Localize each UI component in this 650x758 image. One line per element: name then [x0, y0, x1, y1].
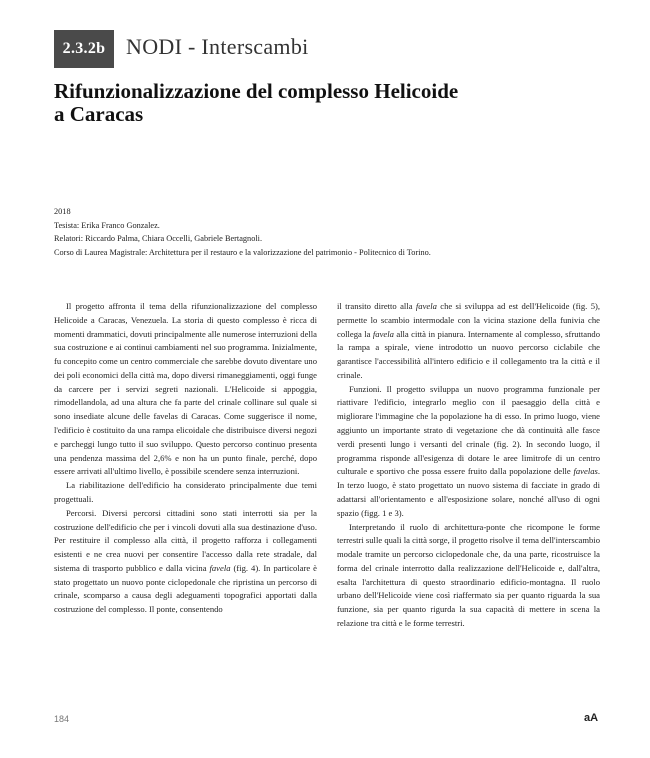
body-column-left [54, 300, 317, 617]
thesis-metadata [54, 205, 614, 260]
paragraph-cont-text-1: il transito diretto alla [337, 301, 416, 311]
page-title [54, 80, 614, 126]
thesis-supervisors: Relatori: Riccardo Palma, Chiara Occelli, Gabriele Bertagnoli. [54, 234, 263, 244]
title-line-2: a Caracas [54, 102, 144, 126]
italic-term: favela [372, 328, 394, 339]
paragraph-percorsi-text-2: (fig. 4). In particolare è stato progettato un nuovo ponte ciclopedonale che ripristina un percorso di crinale, scomparso a causa degli adeguamenti topografici apportati dalla costruzione del complesso. Il ponte, consentendo [54, 562, 317, 615]
paragraph-percorsi-text-1: Percorsi. Diversi percorsi cittadini sono stati interrotti sia per la costruzione dell'edificio che per i vincoli dovuti alla sua destinazione d'uso. Per restituire il complesso alla città, il progetto rafforza i collegamenti esistenti e ne crea nuovi per consentire l'accesso dalla rete stradale, dal sistema di trasporto pubblico e dalla vicina [54, 507, 317, 573]
paragraph-funzioni-text-1: Funzioni. Il progetto sviluppa un nuovo programma funzionale per riattivare l'edificio, integrarlo meglio con il paesaggio della città e migliorare l'immagine che la popolazione ha di esso. In primo luogo, viene aggiunto un importante strato di vegetazione che dà continuità alle fasce verdi presenti lungo i versanti del crinale (fig. 2). In secondo luogo, il programma risponde all'esigenza di dotare le aree limitrofe di un centro culturale e sportivo che possa essere fruito dalla popolazione delle [337, 383, 600, 477]
section-number-badge: 2.3.2b [54, 30, 114, 68]
paragraph-conclusion: Interpretando il ruolo di architettura-ponte che ricompone le forme terrestri sulle quali la città sorge, il progetto risolve il tema dell'interscambio modale tramite un percorso ciclopedonale che, da una parte, ricostruisce la forma del crinale interrotto dalla realizzazione dell'Helicoide e, dall'altra, esalta l'architettura di questo straordinario edificio-montagna. Il ruolo urbano dell'Helicoide viene così riaffermato sia per quanto riguarda la sua funzione, sia per quanto rigurda la sua capacità di mettere in scena la relazione tra città e le forme terrestri. [337, 521, 600, 628]
paragraph-cont-text-2: che si sviluppa ad est dell'Helicoide (fig. 5), permette lo scambio intermodale con la vicina stazione della funivia che collega la [337, 301, 601, 339]
section-title: NODI - Interscambi [126, 34, 309, 59]
paragraph-cont-text-3: alla città in pianura. Internamente al complesso, sfruttando la rampa a spirale, viene introdotto un nuovo percorso ciclabile che garantisce l'accessibilità all'intero edificio e il collegamento tra la città e il crinale. [337, 328, 600, 380]
paragraph-themes: La riabilitazione dell'edificio ha considerato principalmente due temi progettuali. [54, 480, 317, 504]
thesis-course: Corso di Laurea Magistrale: Architettura per il restauro e la valorizzazione del patrimonio - Politecnico di Torino. [54, 248, 431, 258]
title-line-1: Rifunzionalizzazione del complesso Helicoide [54, 79, 459, 103]
body-column-right [337, 300, 600, 631]
thesis-student: Tesista: Erika Franco Gonzalez. [54, 220, 160, 230]
paragraph-percorsi [54, 507, 317, 617]
thesis-year: 2018 [54, 207, 71, 216]
publisher-logo: aA [584, 712, 599, 724]
paragraph-funzioni [337, 383, 600, 521]
paragraph-percorsi-continued [337, 300, 600, 383]
page-number: 184 [54, 714, 70, 724]
italic-term: favela [415, 301, 437, 311]
paragraph-intro: Il progetto affronta il tema della rifunzionalizzazione del complesso Helicoide a Caracas, Venezuela. La storia di questo complesso è ricca di momenti drammatici, dovuti principalmente alle numerose interruzioni della sua costruzione e ai continui cambiamenti nel suo programma. Inizialmente, fu concepito come un centro commerciale che sarebbe dovuto diventare uno dei poli economici della città ma, dopo diversi rimaneggiamenti, oggi funge da carcere per i servizi segreti nazionali. L'Helicoide si appoggia, rimodellandola, ad una altura che fa parte del crinale collinare sul quale si sono insediate alcune delle favelas di Caracas. Come suggerisce il nome, l'edificio è costituito da una rampa elicoidale che distribuisce diversi negozi e parcheggi lungo tutto il suo sviluppo. Questo percorso continuo presenta una pendenza massima del 2,6% e non ha un punto finale, perché, dopo essere arrivati all'ultimo livello, è possibile scendere senza interruzioni. [54, 301, 317, 477]
italic-term: favela [209, 562, 231, 573]
paragraph-funzioni-text-2: . In terzo luogo, è stato progettato un nuovo sistema di facciate in grado di adattarsi all'orientamento e all'esposizione solare, nonché all'uso di ogni spazio (figg. 1 e 3). [337, 466, 600, 518]
italic-term: favelas [573, 466, 598, 477]
